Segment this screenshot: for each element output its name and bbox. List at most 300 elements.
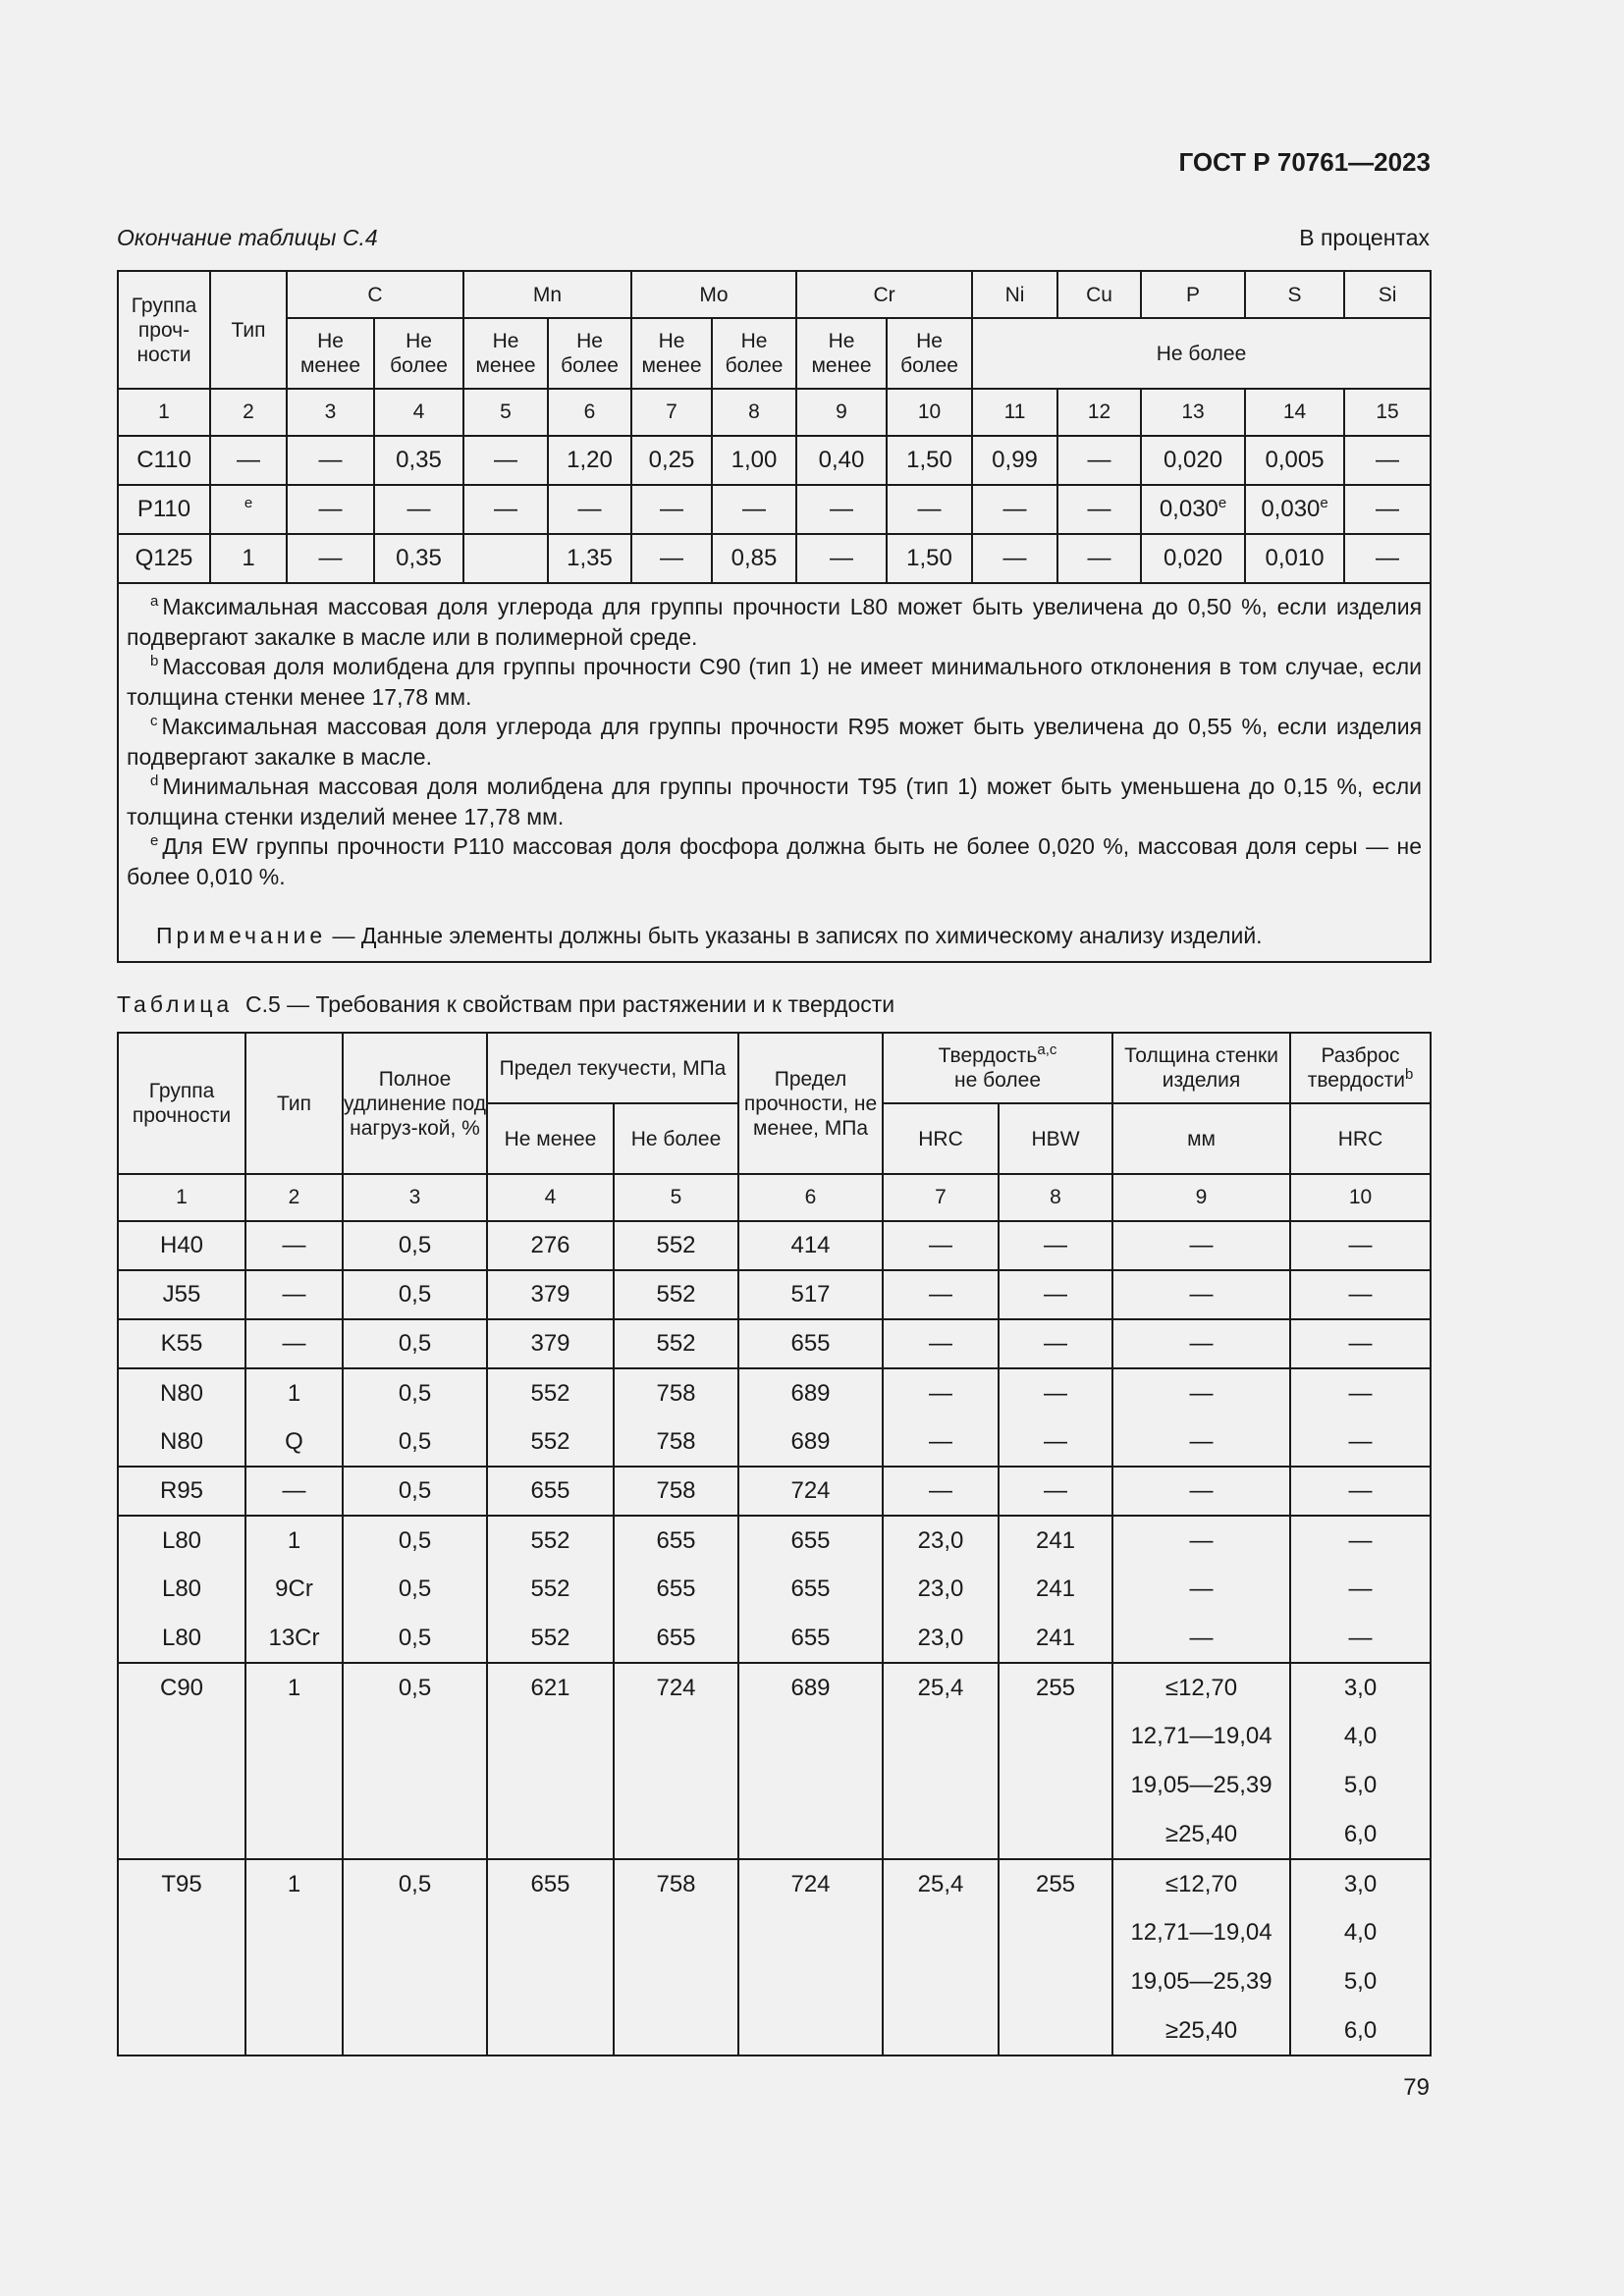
table-cell: 655 [487,1859,614,1908]
column-number: 1 [118,1174,245,1221]
table-c5-caption [117,991,894,1018]
table-cell [614,1712,738,1761]
table-cell [118,1908,245,1957]
table-cell [118,1761,245,1810]
page-number: 79 [1403,2074,1430,2101]
table-cell: 0,5 [343,1663,487,1712]
table-cell: 0,5 [343,1859,487,1908]
table-cell [614,2006,738,2056]
header-element: C [287,271,463,318]
table-cell: — [1290,1565,1431,1614]
table-cell: 255 [999,1663,1112,1712]
footnote-mark: e [244,495,253,511]
table-cell [614,1761,738,1810]
header-group: Группа прочности [118,1033,245,1174]
table-cell: — [287,485,374,534]
table-cell: 517 [738,1270,883,1319]
table-cell: — [245,1319,343,1368]
table-cell: — [1112,1221,1290,1270]
table-cell: 241 [999,1565,1112,1614]
table-cell [343,2006,487,2056]
table-cell: 0,5 [343,1368,487,1417]
table-cell: — [1290,1368,1431,1417]
table-cell: 724 [614,1663,738,1712]
table-c5-caption-label: Таблица [117,991,234,1017]
table-cell: 552 [614,1221,738,1270]
table-cell [1141,485,1245,534]
footnote-mark: a [150,593,159,611]
table-cell: 655 [738,1565,883,1614]
table-cell: 655 [614,1565,738,1614]
table-cell [883,1810,999,1859]
column-number: 9 [796,389,887,436]
table-cell [210,485,287,534]
table-cell: — [287,436,374,485]
table-row [118,1957,1431,2006]
table-cell: 621 [487,1663,614,1712]
table-cell [487,1908,614,1957]
table-cell: — [972,485,1057,534]
table-cell: L80 [118,1516,245,1565]
footnote-text: Минимальная массовая доля молибдена для группы прочности Т95 (тип 1) может быть уменьшена до 0,15 %, если толщина стенки изделий менее 17,78 мм. [127,774,1423,829]
header-element: S [1245,271,1344,318]
table-row [118,1417,1431,1467]
table-cell: 655 [614,1516,738,1565]
footnote-mark: e [150,832,159,850]
table-cell: L80 [118,1614,245,1663]
footnote [127,712,1422,772]
table-cell: 1 [210,534,287,583]
table-cell: 0,5 [343,1614,487,1663]
header-yield-max: Не более [614,1103,738,1174]
header-spread [1290,1033,1431,1103]
column-number: 15 [1344,389,1431,436]
column-number: 6 [738,1174,883,1221]
table-cell: — [999,1467,1112,1516]
table-c4-unit: В процентах [1299,225,1430,250]
table-cell: 0,020 [1141,436,1245,485]
table-cell: 241 [999,1614,1112,1663]
table-cell: 5,0 [1290,1761,1431,1810]
table-cell: 241 [999,1516,1112,1565]
table-cell [118,1957,245,2006]
table-cell: — [1057,534,1141,583]
table-cell: 5,0 [1290,1957,1431,2006]
table-row [118,1270,1431,1319]
table-cell: 1,20 [548,436,631,485]
header-elongation: Полное удлинение под нагруз-кой, % [343,1033,487,1174]
footnote-mark: d [150,773,159,790]
table-cell [487,1712,614,1761]
table-cell: 552 [487,1516,614,1565]
table-row [118,1221,1431,1270]
table-cell [245,1712,343,1761]
table-cell [738,1712,883,1761]
table-cell: 13Cr [245,1614,343,1663]
table-cell: T95 [118,1859,245,1908]
table-cell: 6,0 [1290,2006,1431,2056]
table-cell: 0,35 [374,436,463,485]
table-row [118,534,1431,583]
table-cell: 689 [738,1368,883,1417]
table-cell: — [1344,485,1431,534]
table-cell: — [1290,1270,1431,1319]
table-cell: 552 [487,1565,614,1614]
table-cell: — [972,534,1057,583]
table-cell [738,1761,883,1810]
table-cell: 1,35 [548,534,631,583]
table-cell: 655 [738,1319,883,1368]
table-cell [463,534,548,583]
spread-label: Разброс твердости [1307,1044,1405,1092]
table-cell: — [1112,1516,1290,1565]
table-cell [883,2006,999,2056]
table-cell: — [631,534,712,583]
header-wall: Толщина стенки изделия [1112,1033,1290,1103]
table-cell: — [1344,436,1431,485]
table-cell: — [883,1319,999,1368]
table-cell [614,1957,738,2006]
table-cell: — [463,485,548,534]
table-cell: — [374,485,463,534]
table-cell: — [1290,1319,1431,1368]
table-cell: — [631,485,712,534]
table-cell: — [999,1368,1112,1417]
table-cell [1245,485,1344,534]
table-row [118,1859,1431,1908]
table-cell: 9Cr [245,1565,343,1614]
table-cell: — [1112,1270,1290,1319]
header-min: Не менее [287,318,374,389]
table-cell: 689 [738,1663,883,1712]
cell-value: 0,030 [1159,496,1218,522]
table-cell: 0,5 [343,1417,487,1467]
table-row [118,485,1431,534]
table-cell: 255 [999,1859,1112,1908]
table-row [118,1516,1431,1565]
table-cell: 0,5 [343,1270,487,1319]
table-cell: 4,0 [1290,1712,1431,1761]
header-max: Не более [887,318,972,389]
table-row [118,1467,1431,1516]
column-number: 4 [374,389,463,436]
table-cell [487,1761,614,1810]
column-number: 8 [712,389,796,436]
table-cell [883,1761,999,1810]
column-number: 2 [245,1174,343,1221]
table-cell [999,1761,1112,1810]
table-c5 [117,1032,1432,2056]
table-cell [738,1957,883,2006]
table-cell: 1,50 [887,436,972,485]
table-cell: — [210,436,287,485]
footnote [127,652,1422,712]
header-group: Группа проч-ности [118,271,210,389]
table-cell: 23,0 [883,1516,999,1565]
header-element: Ni [972,271,1057,318]
table-cell: — [1112,1614,1290,1663]
table-cell: 552 [614,1270,738,1319]
table-cell: — [1112,1467,1290,1516]
table-cell: 552 [487,1614,614,1663]
table-cell [883,1957,999,2006]
header-hrc: HRC [883,1103,999,1174]
document-code: ГОСТ Р 70761—2023 [1178,147,1431,177]
table-cell: 276 [487,1221,614,1270]
table-cell: — [999,1270,1112,1319]
table-cell [738,1810,883,1859]
spread-sup: b [1404,1066,1414,1083]
table-cell [118,2006,245,2056]
hardness-label: Твердость [938,1044,1038,1067]
table-cell: — [1057,485,1141,534]
footnote-mark: e [1218,495,1227,511]
table-cell: ≤12,70 [1112,1663,1290,1712]
header-min: Не менее [796,318,887,389]
table-cell: ≤12,70 [1112,1859,1290,1908]
table-cell: — [883,1417,999,1467]
table-cell: — [883,1368,999,1417]
header-element: Cu [1057,271,1141,318]
table-cell: 1 [245,1368,343,1417]
header-max: Не более [374,318,463,389]
table-cell: 1,00 [712,436,796,485]
column-number: 7 [631,389,712,436]
table-c4-notes [118,583,1431,962]
table-cell: 4,0 [1290,1908,1431,1957]
table-row [118,1712,1431,1761]
header-type: Тип [245,1033,343,1174]
table-row [118,436,1431,485]
table-row [118,1368,1431,1417]
header-spread-unit: HRC [1290,1103,1431,1174]
table-cell [487,1957,614,2006]
table-cell: — [245,1221,343,1270]
header-min: Не менее [631,318,712,389]
table-cell: N80 [118,1368,245,1417]
footnote-text: Максимальная массовая доля углерода для группы прочности R95 может быть увеличена до 0,55 %, если изделия подвергают закалке в масле. [127,714,1423,770]
table-cell: 552 [614,1319,738,1368]
table-cell: 0,25 [631,436,712,485]
header-element: Mn [463,271,631,318]
table-cell: — [1112,1565,1290,1614]
table-cell: — [1112,1417,1290,1467]
table-cell: 1 [245,1663,343,1712]
table-cell [487,2006,614,2056]
table-cell: C90 [118,1663,245,1712]
table-cell: 689 [738,1417,883,1467]
table-cell [999,1712,1112,1761]
column-number: 5 [463,389,548,436]
table-row [118,1908,1431,1957]
table-cell: — [999,1319,1112,1368]
header-element: Mo [631,271,796,318]
table-cell [118,1810,245,1859]
header-max-wide: Не более [972,318,1431,389]
table-cell: 3,0 [1290,1859,1431,1908]
column-number: 4 [487,1174,614,1221]
header-yield: Предел текучести, МПа [487,1033,738,1103]
note [127,921,1422,951]
table-cell: — [883,1270,999,1319]
column-number: 6 [548,389,631,436]
header-element: Cr [796,271,972,318]
footnote [127,831,1422,891]
table-cell: C110 [118,436,210,485]
table-cell: 655 [487,1467,614,1516]
header-element: P [1141,271,1245,318]
hardness-sup: a,c [1037,1041,1057,1058]
table-cell [245,1810,343,1859]
table-cell: 379 [487,1319,614,1368]
column-number: 11 [972,389,1057,436]
column-number: 14 [1245,389,1344,436]
column-number: 10 [887,389,972,436]
table-cell [245,1908,343,1957]
table-cell: 379 [487,1270,614,1319]
table-cell: 1 [245,1859,343,1908]
column-number: 3 [287,389,374,436]
header-yield-min: Не менее [487,1103,614,1174]
footnote-mark: e [1320,495,1328,511]
table-cell: — [1290,1614,1431,1663]
table-cell: 0,5 [343,1565,487,1614]
footnote-mark: b [150,653,159,670]
column-number: 3 [343,1174,487,1221]
header-type: Тип [210,271,287,389]
table-cell [343,1810,487,1859]
table-cell: 724 [738,1467,883,1516]
table-cell: — [1112,1319,1290,1368]
column-number: 10 [1290,1174,1431,1221]
table-cell: 0,5 [343,1319,487,1368]
header-wall-unit: мм [1112,1103,1290,1174]
table-row [118,1663,1431,1712]
table-cell: — [1344,534,1431,583]
table-cell: — [548,485,631,534]
table-c4-caption: Окончание таблицы С.4 [117,225,378,250]
column-number: 8 [999,1174,1112,1221]
table-cell [738,1908,883,1957]
table-row [118,1761,1431,1810]
table-cell [614,1908,738,1957]
header-element: Si [1344,271,1431,318]
table-cell: 0,005 [1245,436,1344,485]
header-tensile: Предел прочности, не менее, МПа [738,1033,883,1174]
table-cell: — [245,1467,343,1516]
table-cell: — [463,436,548,485]
table-cell: — [1290,1417,1431,1467]
footnote-text: Максимальная массовая доля углерода для группы прочности L80 может быть увеличена до 0,50 %, если изделия подвергают закалке в масле или в полимерной среде. [127,594,1423,650]
footnote [127,772,1422,831]
header-max: Не более [712,318,796,389]
table-cell: — [287,534,374,583]
table-cell: 0,010 [1245,534,1344,583]
footnote [127,592,1422,652]
table-cell [245,1957,343,2006]
table-cell: 19,05—25,39 [1112,1761,1290,1810]
header-max: Не более [548,318,631,389]
table-cell [999,1810,1112,1859]
table-cell [883,1908,999,1957]
table-cell: 25,4 [883,1663,999,1712]
header-hbw: HBW [999,1103,1112,1174]
table-cell: 655 [738,1614,883,1663]
table-cell [343,1761,487,1810]
table-cell: 12,71—19,04 [1112,1908,1290,1957]
hardness-sub: не более [954,1069,1041,1092]
table-cell: Q [245,1417,343,1467]
table-cell: — [712,485,796,534]
table-row [118,1565,1431,1614]
table-cell: 0,85 [712,534,796,583]
table-cell: — [796,485,887,534]
table-cell: 23,0 [883,1614,999,1663]
table-cell: 19,05—25,39 [1112,1957,1290,2006]
table-cell: 25,4 [883,1859,999,1908]
table-cell: 3,0 [1290,1663,1431,1712]
table-cell: 1,50 [887,534,972,583]
table-cell: H40 [118,1221,245,1270]
table-cell: ≥25,40 [1112,1810,1290,1859]
table-cell: — [1290,1467,1431,1516]
table-cell: — [1290,1221,1431,1270]
column-number: 5 [614,1174,738,1221]
table-cell: — [999,1417,1112,1467]
table-cell: — [1290,1516,1431,1565]
table-cell: 758 [614,1467,738,1516]
table-cell: 655 [738,1516,883,1565]
table-cell: 552 [487,1368,614,1417]
column-number: 7 [883,1174,999,1221]
table-cell: 23,0 [883,1565,999,1614]
table-cell: — [1057,436,1141,485]
table-cell [245,2006,343,2056]
note-label: Примечание [156,923,327,948]
table-cell [118,1712,245,1761]
table-cell: 758 [614,1417,738,1467]
table-cell: — [1112,1368,1290,1417]
table-cell: — [883,1467,999,1516]
column-number: 13 [1141,389,1245,436]
table-c4 [117,270,1432,963]
table-cell: K55 [118,1319,245,1368]
table-cell: ≥25,40 [1112,2006,1290,2056]
table-cell [343,1712,487,1761]
footnote-text: Для EW группы прочности Р110 массовая доля фосфора должна быть не более 0,020 %, массовая доля серы — не более 0,010 %. [127,833,1423,889]
table-cell: 1 [245,1516,343,1565]
table-cell: 724 [738,1859,883,1908]
table-cell [487,1810,614,1859]
column-number: 12 [1057,389,1141,436]
table-cell [738,2006,883,2056]
table-cell: 0,40 [796,436,887,485]
table-cell: 6,0 [1290,1810,1431,1859]
table-row [118,1614,1431,1663]
column-number: 9 [1112,1174,1290,1221]
table-row [118,2006,1431,2056]
table-cell: L80 [118,1565,245,1614]
table-cell [999,1957,1112,2006]
table-cell: — [887,485,972,534]
table-cell: — [883,1221,999,1270]
table-cell [999,1908,1112,1957]
table-cell: Q125 [118,534,210,583]
table-cell [883,1712,999,1761]
note-text: — Данные элементы должны быть указаны в записях по химическому анализу изделий. [326,923,1263,948]
table-cell [245,1761,343,1810]
table-cell: 0,99 [972,436,1057,485]
